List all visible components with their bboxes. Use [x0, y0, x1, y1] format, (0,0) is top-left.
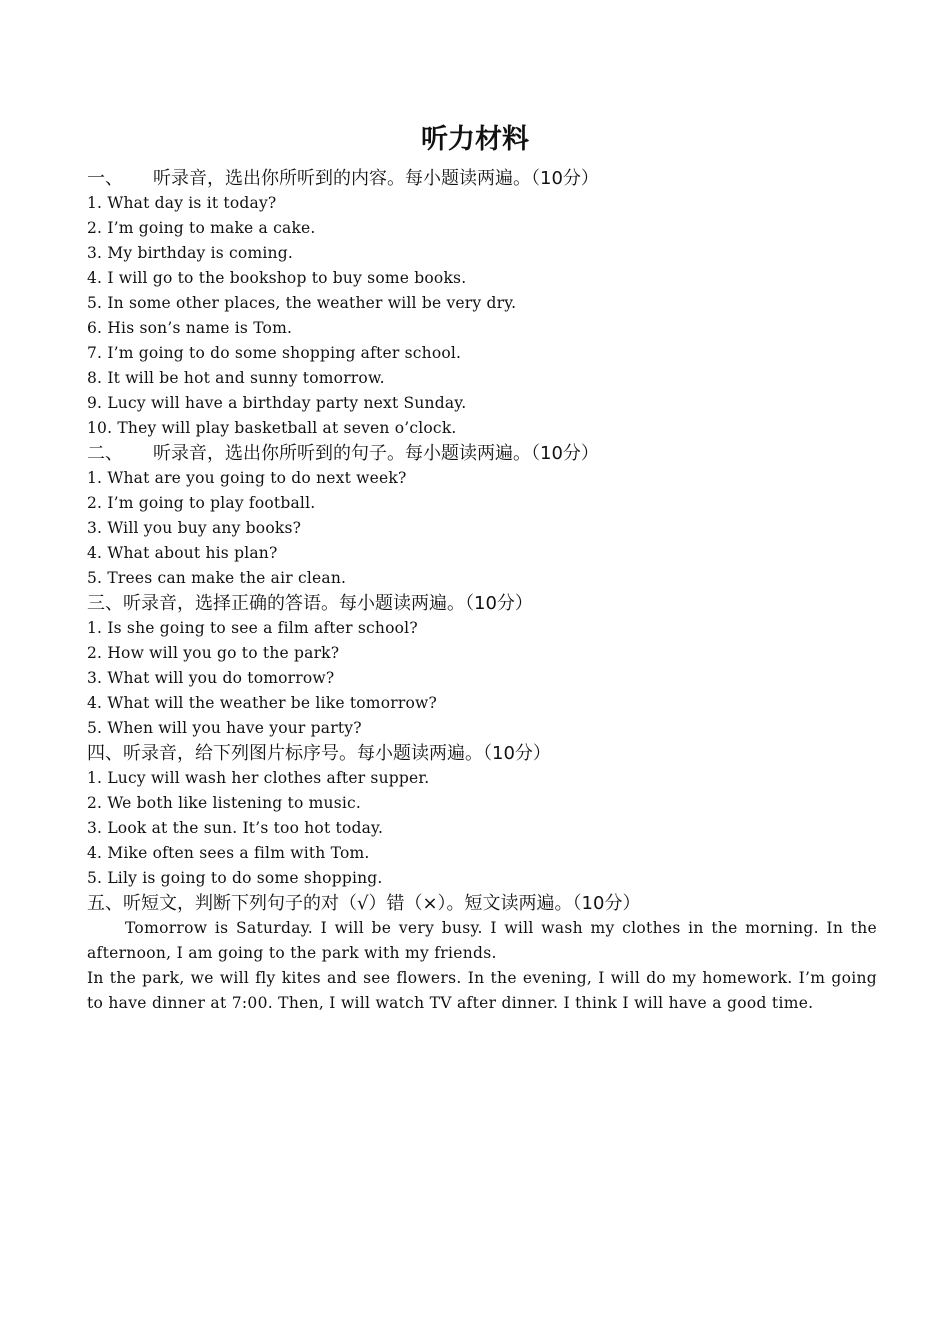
section-number: 二、	[87, 443, 123, 464]
section-number: 一、	[87, 168, 123, 189]
list-item: 7. I’m going to do some shopping after school.	[87, 344, 462, 362]
section-instruction: 听短文，判断下列句子的对（√）错（×）。短文读两遍。（10分）	[123, 893, 641, 914]
list-item: 2. I’m going to make a cake.	[87, 219, 316, 237]
section-3-heading	[87, 591, 877, 616]
section-4-heading	[87, 741, 877, 766]
list-item: 8. It will be hot and sunny tomorrow.	[87, 369, 385, 387]
section-number: 三、	[87, 593, 123, 614]
list-item: 3. Will you buy any books?	[87, 519, 302, 537]
passage-paragraph: Tomorrow is Saturday. I will be very busy. I will wash my clothes in the morning. In the afternoon, I am going to the park with my friends.	[87, 919, 877, 962]
list-item: 5. Trees can make the air clean.	[87, 569, 347, 587]
list-item: 9. Lucy will have a birthday party next Sunday.	[87, 394, 467, 412]
passage-paragraph: In the park, we will fly kites and see flowers. In the evening, I will do my homework. I’m going to have dinner at 7:00. Then, I will watch TV after dinner. I think I will have a good time.	[87, 969, 877, 1012]
section-2-heading	[87, 441, 877, 466]
list-item: 5. Lily is going to do some shopping.	[87, 869, 383, 887]
list-item: 3. My birthday is coming.	[87, 244, 293, 262]
list-item: 4. Mike often sees a film with Tom.	[87, 844, 370, 862]
list-item: 2. How will you go to the park?	[87, 644, 340, 662]
list-item: 5. When will you have your party?	[87, 719, 362, 737]
section-number: 四、	[87, 743, 123, 764]
list-item: 1. What day is it today?	[87, 194, 277, 212]
list-item: 3. Look at the sun. It’s too hot today.	[87, 819, 384, 837]
list-item: 4. What about his plan?	[87, 544, 278, 562]
section-instruction: 听录音，选择正确的答语。每小题读两遍。（10分）	[123, 593, 533, 614]
page-title: 听力材料	[421, 124, 529, 155]
list-item: 3. What will you do tomorrow?	[87, 669, 335, 687]
list-item: 5. In some other places, the weather will be very dry.	[87, 294, 517, 312]
list-item: 2. We both like listening to music.	[87, 794, 362, 812]
list-item: 1. What are you going to do next week?	[87, 469, 407, 487]
list-item: 1. Is she going to see a film after school?	[87, 619, 418, 637]
list-item: 4. I will go to the bookshop to buy some books.	[87, 269, 467, 287]
list-item: 2. I’m going to play football.	[87, 494, 316, 512]
section-instruction: 听录音，给下列图片标序号。每小题读两遍。（10分）	[123, 743, 551, 764]
section-instruction: 听录音，选出你所听到的内容。每小题读两遍。（10分）	[153, 168, 599, 189]
section-instruction: 听录音，选出你所听到的句子。每小题读两遍。（10分）	[153, 443, 599, 464]
section-1-heading	[87, 166, 877, 191]
list-item: 4. What will the weather be like tomorrow?	[87, 694, 437, 712]
document-body	[87, 166, 877, 1016]
list-item: 1. Lucy will wash her clothes after supper.	[87, 769, 430, 787]
section-number: 五、	[87, 893, 123, 914]
list-item: 6. His son’s name is Tom.	[87, 319, 293, 337]
section-5-heading	[87, 891, 877, 916]
list-item: 10. They will play basketball at seven o’clock.	[87, 419, 457, 437]
